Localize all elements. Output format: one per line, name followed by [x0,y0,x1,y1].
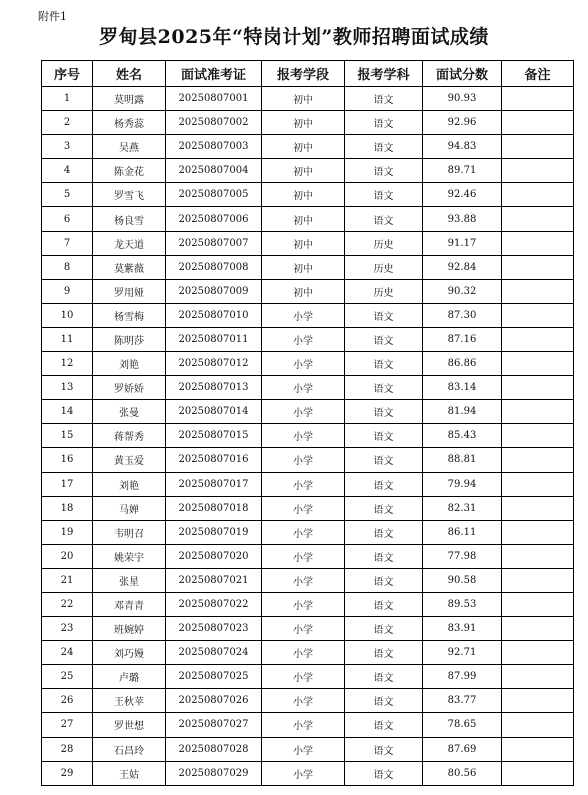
scores-table [41,60,574,786]
table-row [42,327,574,351]
table-row [42,665,574,689]
cell-school-level: 初中 [262,135,345,159]
header-subject: 报考学科 [345,61,423,87]
cell-remarks [502,327,574,351]
cell-remarks [502,544,574,568]
cell-subject: 语文 [345,641,423,665]
table-row [42,400,574,424]
table-row [42,568,574,592]
cell-subject: 历史 [345,279,423,303]
cell-school-level: 小学 [262,689,345,713]
table-row [42,592,574,616]
cell-index: 17 [42,472,93,496]
cell-exam-id: 20250807008 [166,255,262,279]
table-row [42,689,574,713]
cell-school-level: 小学 [262,520,345,544]
cell-subject: 语文 [345,737,423,761]
cell-score: 94.83 [423,135,502,159]
table-row [42,231,574,255]
cell-index: 24 [42,641,93,665]
table-row [42,159,574,183]
cell-remarks [502,231,574,255]
cell-subject: 语文 [345,207,423,231]
cell-school-level: 小学 [262,376,345,400]
cell-index: 23 [42,617,93,641]
table-row [42,496,574,520]
cell-name: 罗娇娇 [93,376,166,400]
cell-remarks [502,472,574,496]
table-body [42,87,574,786]
cell-score: 87.99 [423,665,502,689]
cell-remarks [502,592,574,616]
header-exam-id: 面试准考证 [166,61,262,87]
cell-name: 王秋苹 [93,689,166,713]
cell-score: 83.14 [423,376,502,400]
cell-school-level: 小学 [262,472,345,496]
cell-subject: 语文 [345,135,423,159]
cell-remarks [502,520,574,544]
cell-exam-id: 20250807023 [166,617,262,641]
cell-exam-id: 20250807026 [166,689,262,713]
cell-score: 87.16 [423,327,502,351]
cell-subject: 语文 [345,472,423,496]
cell-subject: 语文 [345,496,423,520]
cell-index: 2 [42,111,93,135]
cell-remarks [502,424,574,448]
table-row [42,87,574,111]
cell-subject: 语文 [345,544,423,568]
cell-remarks [502,737,574,761]
cell-name: 杨雪梅 [93,303,166,327]
cell-subject: 语文 [345,303,423,327]
cell-score: 93.88 [423,207,502,231]
cell-name: 罗雪飞 [93,183,166,207]
cell-score: 79.94 [423,472,502,496]
cell-score: 90.58 [423,568,502,592]
cell-exam-id: 20250807006 [166,207,262,231]
cell-remarks [502,376,574,400]
cell-score: 87.30 [423,303,502,327]
cell-school-level: 小学 [262,568,345,592]
cell-index: 13 [42,376,93,400]
cell-school-level: 小学 [262,424,345,448]
cell-score: 88.81 [423,448,502,472]
cell-subject: 语文 [345,713,423,737]
cell-score: 78.65 [423,713,502,737]
cell-exam-id: 20250807020 [166,544,262,568]
cell-remarks [502,279,574,303]
cell-remarks [502,713,574,737]
cell-name: 王姑 [93,761,166,785]
cell-name: 吴燕 [93,135,166,159]
cell-remarks [502,352,574,376]
cell-school-level: 小学 [262,617,345,641]
cell-school-level: 小学 [262,665,345,689]
table-row [42,376,574,400]
cell-exam-id: 20250807002 [166,111,262,135]
cell-school-level: 小学 [262,544,345,568]
cell-index: 15 [42,424,93,448]
cell-name: 班婉婷 [93,617,166,641]
table-row [42,207,574,231]
cell-school-level: 初中 [262,183,345,207]
cell-subject: 语文 [345,689,423,713]
cell-school-level: 小学 [262,400,345,424]
cell-exam-id: 20250807018 [166,496,262,520]
cell-exam-id: 20250807005 [166,183,262,207]
cell-school-level: 初中 [262,111,345,135]
cell-exam-id: 20250807012 [166,352,262,376]
cell-exam-id: 20250807001 [166,87,262,111]
cell-index: 3 [42,135,93,159]
table-row [42,255,574,279]
cell-subject: 语文 [345,568,423,592]
cell-name: 陈金花 [93,159,166,183]
cell-score: 87.69 [423,737,502,761]
cell-name: 罗世想 [93,713,166,737]
cell-index: 6 [42,207,93,231]
cell-exam-id: 20250807011 [166,327,262,351]
cell-score: 77.98 [423,544,502,568]
cell-index: 10 [42,303,93,327]
table-row [42,448,574,472]
cell-school-level: 初中 [262,255,345,279]
table-row [42,641,574,665]
cell-school-level: 初中 [262,279,345,303]
cell-name: 姚荣宇 [93,544,166,568]
cell-index: 4 [42,159,93,183]
cell-subject: 语文 [345,352,423,376]
cell-score: 86.86 [423,352,502,376]
cell-school-level: 初中 [262,231,345,255]
cell-subject: 语文 [345,183,423,207]
cell-subject: 语文 [345,761,423,785]
cell-name: 张星 [93,568,166,592]
table-row [42,183,574,207]
cell-exam-id: 20250807014 [166,400,262,424]
cell-name: 罗用娅 [93,279,166,303]
cell-school-level: 小学 [262,327,345,351]
cell-remarks [502,303,574,327]
cell-remarks [502,448,574,472]
cell-index: 16 [42,448,93,472]
cell-score: 92.46 [423,183,502,207]
cell-subject: 语文 [345,376,423,400]
cell-subject: 语文 [345,400,423,424]
cell-score: 83.77 [423,689,502,713]
cell-score: 82.31 [423,496,502,520]
cell-index: 12 [42,352,93,376]
cell-subject: 语文 [345,592,423,616]
table-row [42,544,574,568]
cell-remarks [502,496,574,520]
cell-remarks [502,255,574,279]
cell-subject: 语文 [345,87,423,111]
cell-index: 26 [42,689,93,713]
cell-score: 90.32 [423,279,502,303]
cell-score: 86.11 [423,520,502,544]
cell-school-level: 小学 [262,641,345,665]
cell-name: 杨良雪 [93,207,166,231]
table-row [42,761,574,785]
cell-name: 蒋帮秀 [93,424,166,448]
header-school-level: 报考学段 [262,61,345,87]
cell-remarks [502,617,574,641]
cell-school-level: 初中 [262,207,345,231]
cell-school-level: 小学 [262,737,345,761]
cell-remarks [502,665,574,689]
table-row [42,737,574,761]
table-row [42,352,574,376]
cell-name: 莫明露 [93,87,166,111]
cell-school-level: 小学 [262,352,345,376]
cell-name: 石昌玲 [93,737,166,761]
cell-exam-id: 20250807024 [166,641,262,665]
table-row [42,135,574,159]
cell-school-level: 小学 [262,496,345,520]
cell-name: 刘艳 [93,472,166,496]
cell-exam-id: 20250807015 [166,424,262,448]
cell-exam-id: 20250807003 [166,135,262,159]
cell-exam-id: 20250807016 [166,448,262,472]
cell-exam-id: 20250807028 [166,737,262,761]
table-row [42,303,574,327]
header-index: 序号 [42,61,93,87]
cell-score: 92.96 [423,111,502,135]
cell-exam-id: 20250807013 [166,376,262,400]
cell-index: 25 [42,665,93,689]
page-title: 罗甸县2025年“特岗计划”教师招聘面试成绩 [99,26,489,48]
cell-index: 27 [42,713,93,737]
cell-index: 14 [42,400,93,424]
cell-exam-id: 20250807022 [166,592,262,616]
cell-subject: 语文 [345,520,423,544]
cell-subject: 语文 [345,665,423,689]
cell-school-level: 初中 [262,159,345,183]
cell-score: 81.94 [423,400,502,424]
cell-name: 刘巧嫚 [93,641,166,665]
cell-exam-id: 20250807007 [166,231,262,255]
cell-name: 陈明莎 [93,327,166,351]
cell-name: 卢璐 [93,665,166,689]
cell-exam-id: 20250807019 [166,520,262,544]
cell-name: 黄玉爱 [93,448,166,472]
cell-exam-id: 20250807021 [166,568,262,592]
cell-school-level: 小学 [262,303,345,327]
cell-subject: 语文 [345,327,423,351]
cell-school-level: 小学 [262,448,345,472]
cell-school-level: 小学 [262,592,345,616]
cell-subject: 历史 [345,255,423,279]
cell-subject: 语文 [345,159,423,183]
cell-remarks [502,111,574,135]
cell-score: 92.71 [423,641,502,665]
cell-exam-id: 20250807027 [166,713,262,737]
cell-remarks [502,87,574,111]
cell-remarks [502,689,574,713]
cell-school-level: 初中 [262,87,345,111]
cell-subject: 语文 [345,617,423,641]
cell-name: 莫紫薇 [93,255,166,279]
cell-remarks [502,568,574,592]
cell-name: 杨秀蕊 [93,111,166,135]
cell-index: 22 [42,592,93,616]
cell-exam-id: 20250807017 [166,472,262,496]
cell-index: 18 [42,496,93,520]
cell-score: 89.71 [423,159,502,183]
attachment-label: 附件1 [38,10,67,23]
cell-index: 21 [42,568,93,592]
cell-score: 92.84 [423,255,502,279]
cell-name: 韦明召 [93,520,166,544]
cell-score: 83.91 [423,617,502,641]
header-score: 面试分数 [423,61,502,87]
cell-school-level: 小学 [262,713,345,737]
cell-index: 19 [42,520,93,544]
cell-remarks [502,400,574,424]
cell-score: 80.56 [423,761,502,785]
header-name: 姓名 [93,61,166,87]
cell-exam-id: 20250807029 [166,761,262,785]
cell-exam-id: 20250807004 [166,159,262,183]
cell-subject: 语文 [345,111,423,135]
cell-remarks [502,159,574,183]
table-row [42,617,574,641]
table-header-row [42,61,574,87]
cell-score: 91.17 [423,231,502,255]
cell-subject: 语文 [345,424,423,448]
cell-index: 11 [42,327,93,351]
cell-remarks [502,761,574,785]
header-remarks: 备注 [502,61,574,87]
cell-score: 85.43 [423,424,502,448]
table-row [42,520,574,544]
cell-index: 7 [42,231,93,255]
cell-exam-id: 20250807010 [166,303,262,327]
table-row [42,713,574,737]
cell-index: 20 [42,544,93,568]
cell-remarks [502,183,574,207]
cell-name: 龙天道 [93,231,166,255]
cell-remarks [502,641,574,665]
cell-index: 8 [42,255,93,279]
table-row [42,111,574,135]
cell-subject: 历史 [345,231,423,255]
cell-index: 5 [42,183,93,207]
cell-index: 28 [42,737,93,761]
cell-name: 刘艳 [93,352,166,376]
cell-name: 张曼 [93,400,166,424]
table-row [42,279,574,303]
cell-subject: 语文 [345,448,423,472]
cell-exam-id: 20250807009 [166,279,262,303]
cell-index: 9 [42,279,93,303]
table-row [42,472,574,496]
table-row [42,424,574,448]
cell-index: 29 [42,761,93,785]
cell-score: 89.53 [423,592,502,616]
cell-remarks [502,207,574,231]
cell-school-level: 小学 [262,761,345,785]
cell-remarks [502,135,574,159]
cell-name: 马婵 [93,496,166,520]
cell-score: 90.93 [423,87,502,111]
cell-exam-id: 20250807025 [166,665,262,689]
cell-index: 1 [42,87,93,111]
cell-name: 邓青青 [93,592,166,616]
